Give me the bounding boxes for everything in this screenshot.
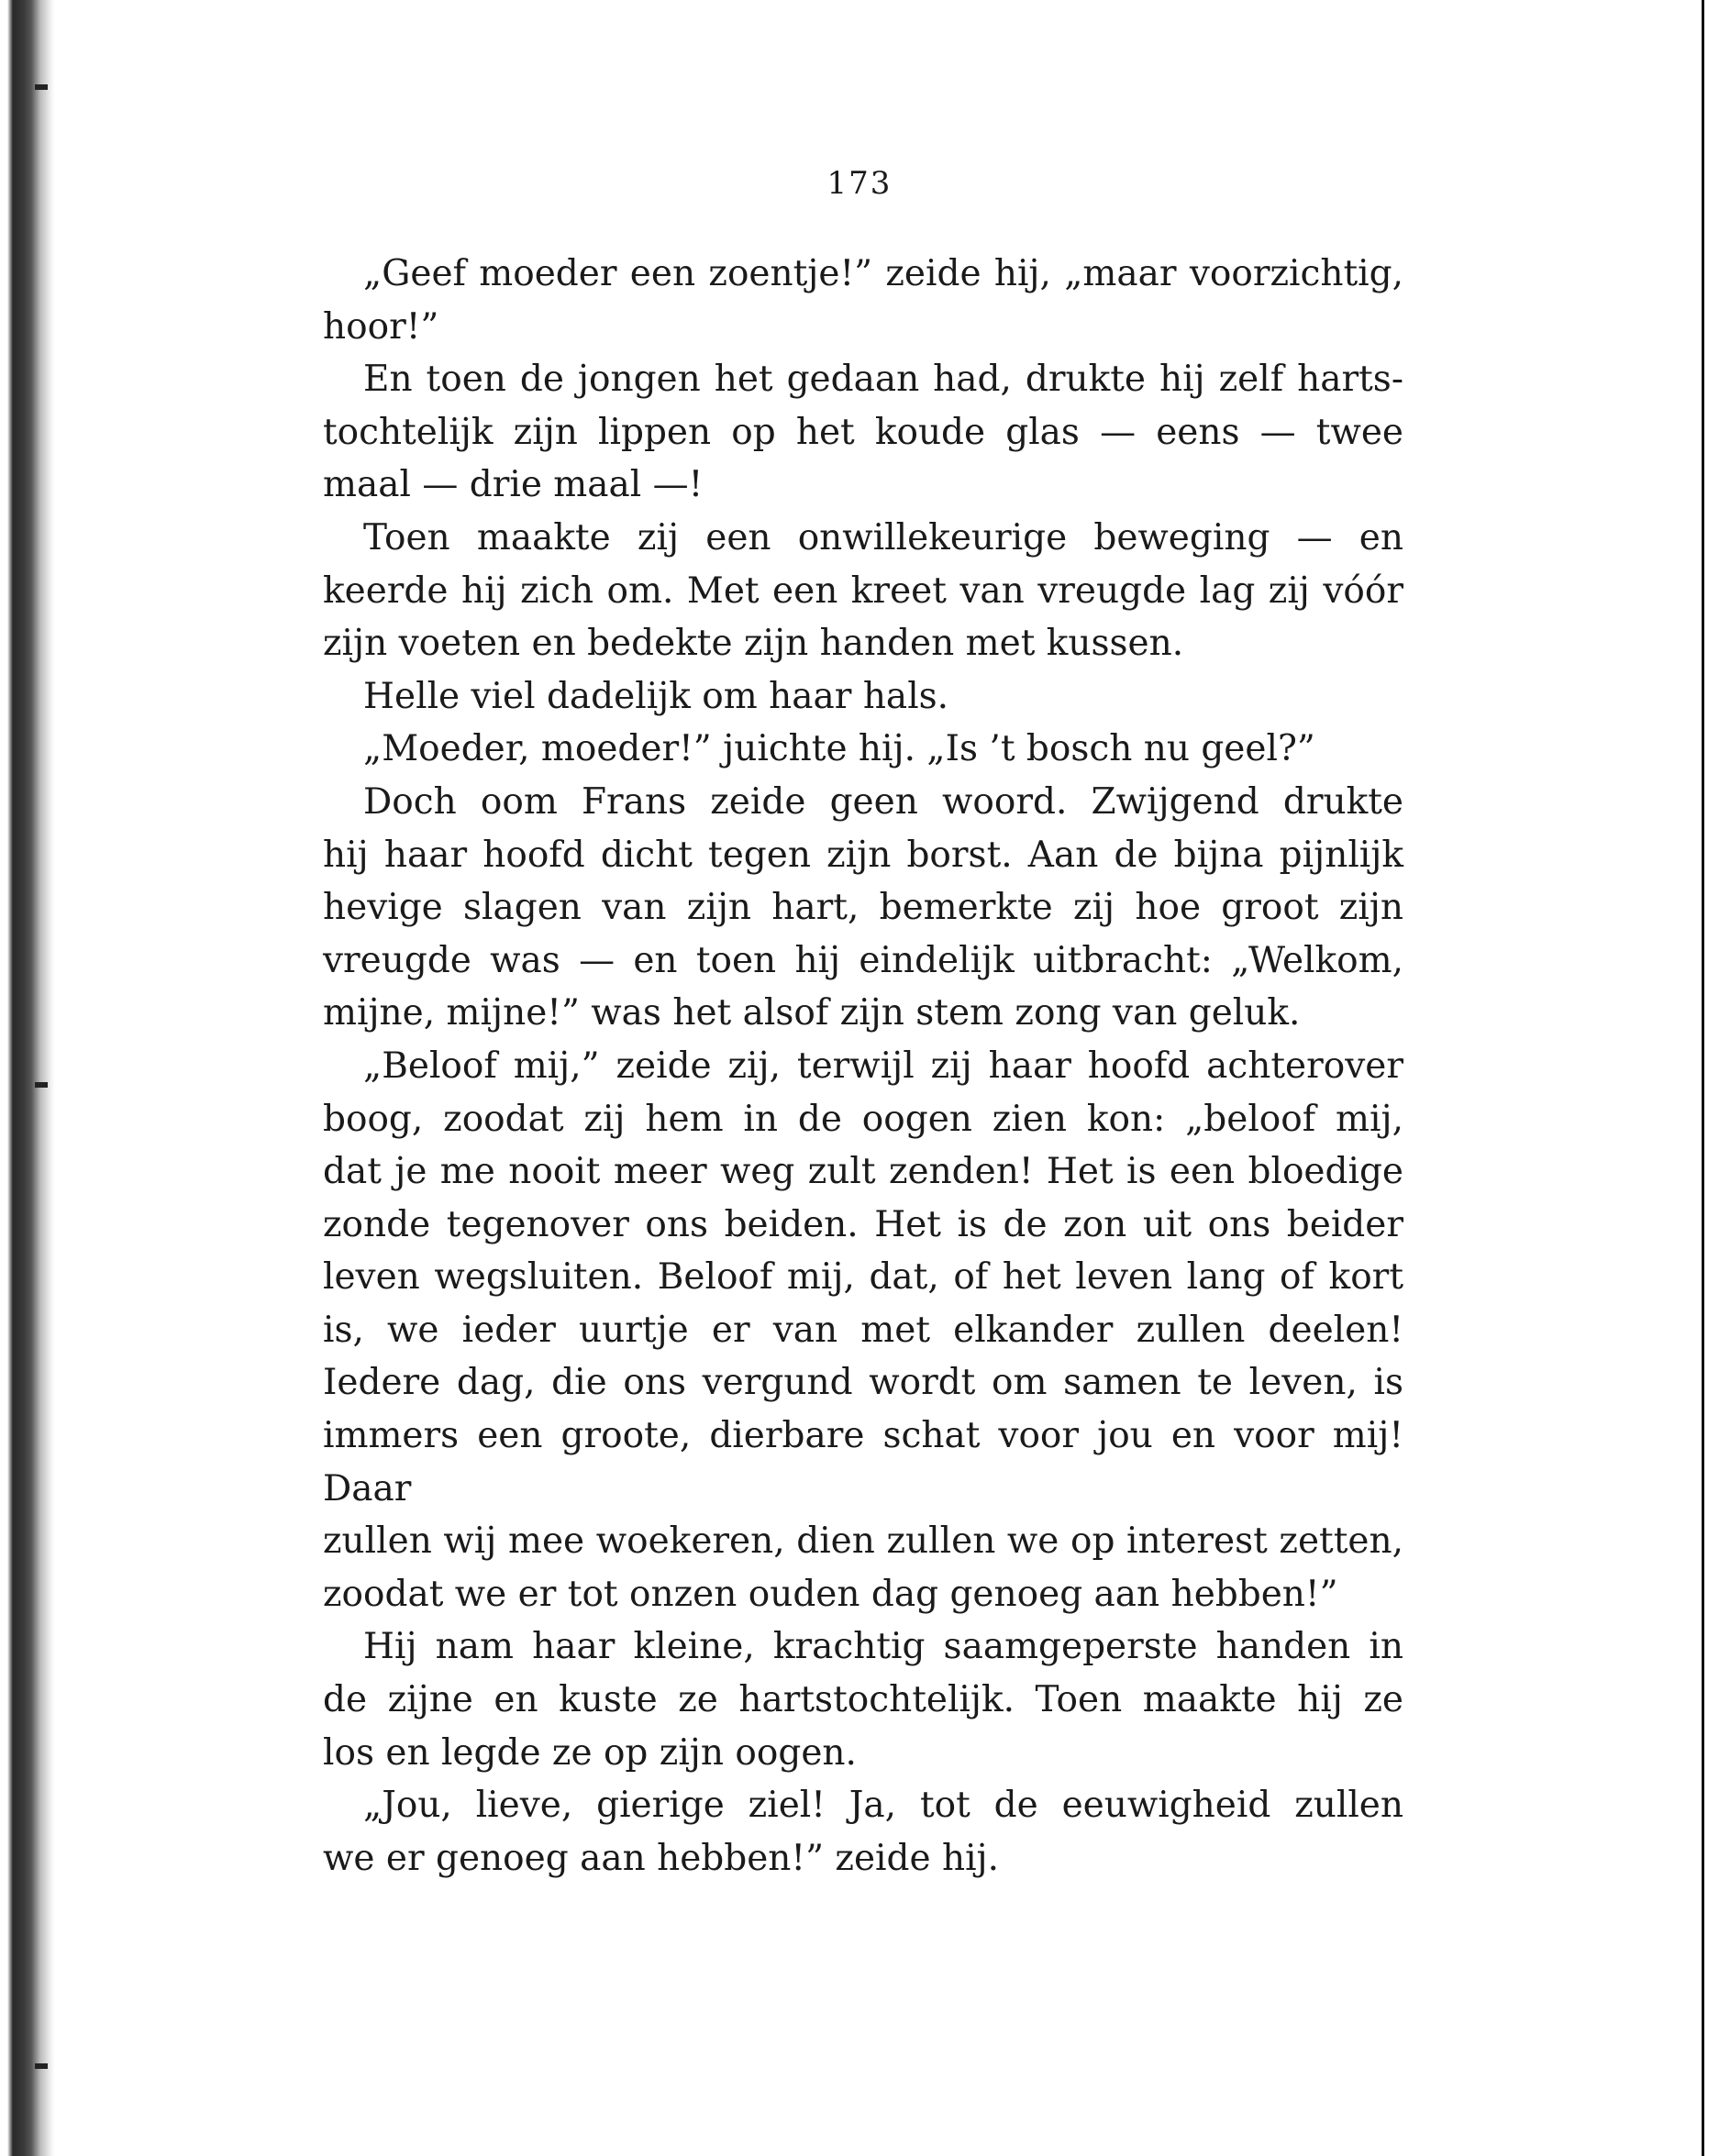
text-line: de zijne en kuste ze hartstochtelijk. Toen maakte hij ze xyxy=(323,1679,1403,1721)
page-number: 173 xyxy=(826,165,893,202)
binding-edge xyxy=(0,0,55,2156)
text-line: is, we ieder uurtje er van met elkander zullen deelen! xyxy=(323,1309,1403,1351)
text-line: hij haar hoofd dicht tegen zijn borst. Aan de bijna pijnlijk xyxy=(323,834,1403,876)
text-line: hoor!” xyxy=(323,305,439,348)
text-line: hevige slagen van zijn hart, bemerkte zij hoe groot zijn xyxy=(323,887,1403,929)
text-line: zonde tegenover ons beiden. Het is de zon uit ons beider xyxy=(323,1203,1403,1245)
text-line: we er genoeg aan hebben!” zeide hij. xyxy=(323,1837,1000,1879)
text-line: dat je me nooit meer weg zult zenden! Het is een bloedige xyxy=(323,1151,1403,1193)
page-border-right xyxy=(1702,0,1704,2156)
paragraph xyxy=(323,1040,1403,1621)
text-line: maal — drie maal —! xyxy=(323,464,704,506)
text-line: Hij nam haar kleine, krachtig saamgeperste handen in xyxy=(363,1626,1403,1668)
text-line: keerde hij zich om. Met een kreet van vreugde lag zij vóór xyxy=(323,569,1403,612)
text-line: vreugde was — en toen hij eindelijk uitbracht: „Welkom, xyxy=(323,939,1403,981)
paragraph xyxy=(323,670,1403,724)
text-line: zullen wij mee woekeren, dien zullen we op interest zetten, xyxy=(323,1520,1403,1563)
text-line: los en legde ze op zijn oogen. xyxy=(323,1731,857,1774)
body-text xyxy=(323,248,1403,1885)
text-line: „Beloof mij,” zeide zij, terwijl zij haar hoofd achterover xyxy=(363,1045,1403,1087)
text-line: Helle viel dadelijk om haar hals. xyxy=(363,675,949,717)
text-line: zijn voeten en bedekte zijn handen met kussen. xyxy=(323,623,1184,665)
binding-speck xyxy=(35,2063,48,2069)
text-line: leven wegsluiten. Beloof mij, dat, of het leven lang of kort xyxy=(323,1256,1403,1299)
paragraph xyxy=(323,776,1403,1040)
text-line: „Geef moeder een zoentje!” zeide hij, „maar voorzichtig, xyxy=(363,253,1403,294)
text-line: boog, zoodat zij hem in de oogen zien kon: „beloof mij, xyxy=(323,1098,1403,1140)
text-line: immers een groote, dierbare schat voor jou en voor mij! Daar xyxy=(323,1415,1403,1509)
text-line: „Jou, lieve, gierige ziel! Ja, tot de eeuwigheid zullen xyxy=(363,1785,1403,1827)
paragraph xyxy=(323,512,1403,670)
paragraph xyxy=(323,1620,1403,1779)
text-line: Toen maakte zij een onwillekeurige beweging — en xyxy=(363,516,1403,558)
text-line: Iedere dag, die ons vergund wordt om samen te leven, is xyxy=(323,1362,1403,1404)
binding-speck xyxy=(35,1082,48,1088)
paragraph xyxy=(323,1779,1403,1885)
text-line: En toen de jongen het gedaan had, drukte hij zelf harts- xyxy=(363,359,1403,401)
text-line: tochtelijk zijn lippen op het koude glas — eens — twee xyxy=(323,411,1403,453)
text-line: Doch oom Frans zeide geen woord. Zwijgend drukte xyxy=(363,780,1403,823)
binding-speck xyxy=(35,84,48,90)
paragraph xyxy=(323,353,1403,512)
text-line: mijne, mijne!” was het alsof zijn stem zong van geluk. xyxy=(323,992,1301,1034)
paragraph xyxy=(323,248,1403,353)
text-line: „Moeder, moeder!” juichte hij. „Is ’t bosch nu geel?” xyxy=(363,728,1315,770)
paragraph xyxy=(323,723,1403,776)
text-line: zoodat we er tot onzen ouden dag genoeg aan hebben!” xyxy=(323,1573,1338,1615)
